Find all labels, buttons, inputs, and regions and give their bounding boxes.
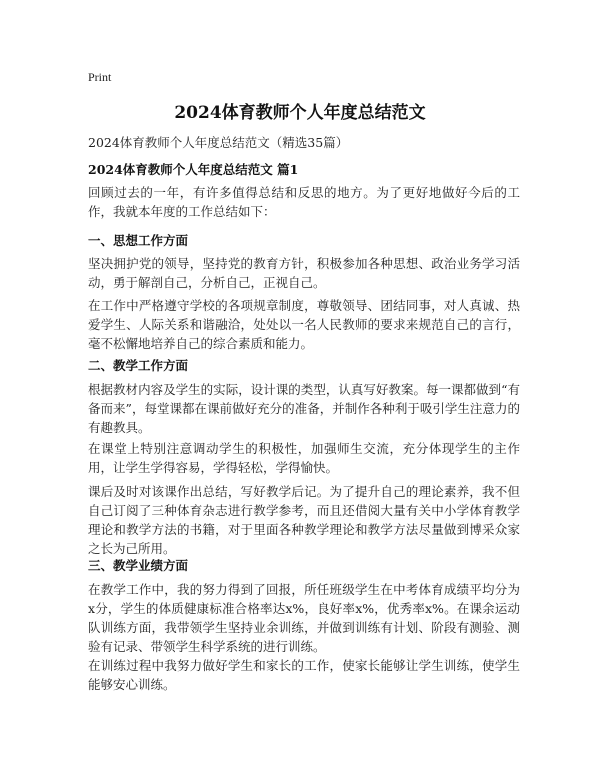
- paragraph: 在训练过程中我努力做好学生和家长的工作，使家长能够让学生训练，使学生能够安心训练。: [88, 658, 520, 692]
- subtitle: 2024体育教师个人年度总结范文（精选35篇）: [88, 135, 349, 150]
- article-heading: 2024体育教师个人年度总结范文 篇1: [88, 162, 299, 177]
- page-title: 2024体育教师个人年度总结范文: [174, 103, 426, 123]
- paragraph: 课后及时对该课作出总结，写好教学后记。为了提升自己的理论素养，我不但自己订阅了三种体育杂志进行教学参考，而且还借阅大量有关中小学体育教学理论和教学方法的书籍，对于里面各种教学理论和教学方法尽量做到博采众家之长为己所用。: [88, 484, 520, 556]
- paragraph: 在教学工作中，我的努力得到了回报，所任班级学生在中考体育成绩平均分为x分，学生的体质健康标准合格率达x%，良好率x%，优秀率x%。在课余运动队训练方面，我带领学生坚持业余训练，并做到训练有计划、阶段有测验、测验有记录、带领学生科学系统的进行训练。: [88, 582, 520, 654]
- section-heading-thought: 一、思想工作方面: [88, 233, 189, 248]
- section-heading-teaching: 二、教学工作方面: [88, 358, 189, 373]
- paragraph: 坚决拥护党的领导，坚持党的教育方针，积极参加各种思想、政治业务学习活动，勇于解剖自己，分析自己，正视自己。: [88, 256, 520, 290]
- paragraph: 在工作中严格遵守学校的各项规章制度，尊敬领导、团结同事，对人真诚、热爱学生、人际关系和谐融洽，处处以一名人民教师的要求来规范自己的言行，毫不松懈地培养自己的综合素质和能力。: [88, 298, 520, 351]
- paragraph: 根据教材内容及学生的实际，设计课的类型，认真写好教案。每一课都做到“有备而来”，每堂课都在课前做好充分的准备，并制作各种利于吸引学生注意力的有趣教具。: [88, 382, 520, 435]
- paragraph: 在课堂上特别注意调动学生的积极性，加强师生交流，充分体现学生的主作用，让学生学得容易，学得轻松，学得愉快。: [88, 441, 520, 475]
- print-link[interactable]: Print: [88, 70, 112, 84]
- intro-paragraph: 回顾过去的一年，有许多值得总结和反思的地方。为了更好地做好今后的工作，我就本年度的工作总结如下：: [88, 185, 520, 219]
- section-heading-results: 三、教学业绩方面: [88, 558, 189, 573]
